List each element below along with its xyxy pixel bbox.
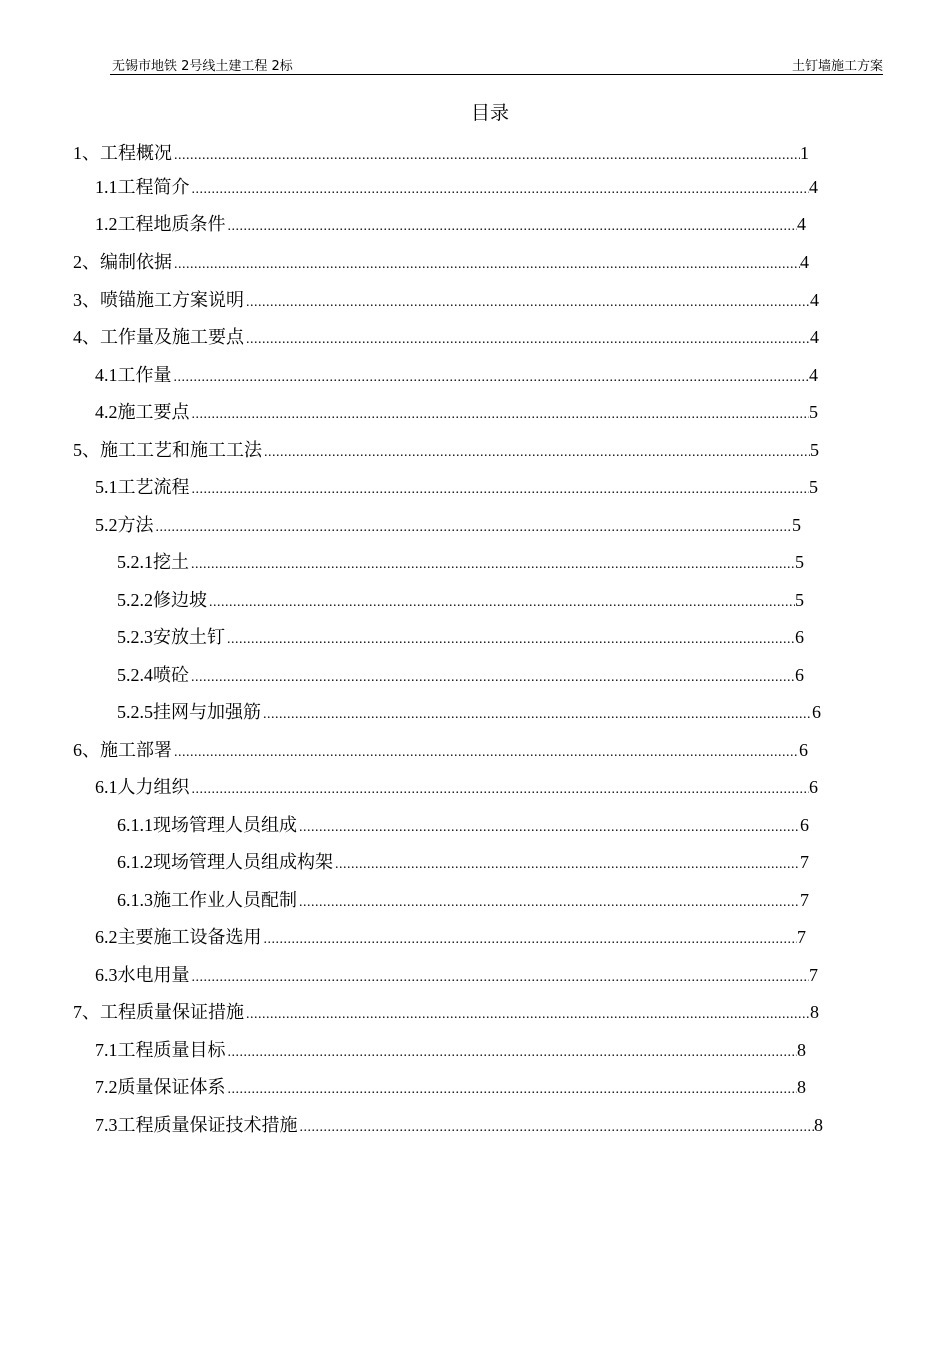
toc-entry[interactable] — [95, 773, 818, 799]
toc-entry-number: 6、 — [73, 740, 100, 760]
toc-entry-number: 6.1 — [95, 777, 118, 797]
toc-entry-number: 4.2 — [95, 402, 118, 422]
toc-dot-leader — [227, 632, 795, 648]
toc-entry-number: 2、 — [73, 252, 100, 272]
toc-dot-leader — [299, 895, 800, 911]
toc-dot-leader — [174, 148, 800, 164]
toc-entry-page-number: 5 — [795, 552, 804, 572]
toc-entry[interactable] — [73, 286, 819, 312]
toc-entry-title: 施工部署 — [100, 740, 172, 761]
toc-entry-title: 工程地质条件 — [117, 214, 226, 235]
toc-dot-leader — [192, 182, 810, 198]
toc-entry-title: 现场管理人员组成 — [153, 815, 297, 836]
toc-entry-title: 工作量 — [117, 365, 172, 386]
toc-dot-leader — [228, 219, 798, 235]
toc-entry[interactable] — [117, 886, 809, 912]
toc-dot-leader — [263, 707, 812, 723]
toc-entry-page-number: 4 — [809, 365, 818, 385]
toc-entry-number: 7.2 — [95, 1077, 118, 1097]
toc-dot-leader — [299, 820, 800, 836]
toc-entry-page-number: 5 — [795, 590, 804, 610]
toc-dot-leader — [156, 520, 793, 536]
toc-entry-number: 5.1 — [95, 477, 118, 497]
toc-entry-number: 5.2.5 — [117, 702, 153, 722]
toc-entry[interactable] — [95, 961, 818, 987]
toc-entry-number: 5.2.1 — [117, 552, 153, 572]
toc-entry[interactable] — [73, 998, 819, 1024]
toc-dot-leader — [191, 670, 795, 686]
toc-entry-number: 1.2 — [95, 214, 118, 234]
toc-entry-page-number: 6 — [800, 815, 809, 835]
toc-dot-leader — [335, 857, 800, 873]
toc-entry-page-number: 8 — [797, 1077, 806, 1097]
toc-entry-number: 4、 — [73, 327, 100, 347]
toc-entry-title: 施工要点 — [117, 402, 190, 423]
toc-entry[interactable] — [95, 361, 818, 387]
toc-entry-page-number: 8 — [797, 1040, 806, 1060]
toc-entry-number: 7.1 — [95, 1040, 118, 1060]
toc-dot-leader — [228, 1082, 798, 1098]
toc-entry-page-number: 6 — [809, 777, 818, 797]
toc-entry-number: 5.2.2 — [117, 590, 153, 610]
toc-entry-number: 1、 — [73, 143, 100, 163]
toc-entry-number: 6.2 — [95, 927, 118, 947]
toc-dot-leader — [192, 970, 810, 986]
header-project-name: 无锡市地铁 2号线土建工程 2标 — [112, 59, 293, 74]
toc-entry-number: 7.3 — [95, 1115, 118, 1135]
toc-entry-number: 5.2.3 — [117, 627, 153, 647]
toc-entry-page-number: 4 — [810, 290, 819, 310]
toc-entry[interactable] — [95, 473, 818, 499]
toc-entry-title: 工作量及施工要点 — [100, 327, 244, 348]
toc-entry-number: 6.3 — [95, 965, 118, 985]
toc-entry[interactable] — [117, 848, 809, 874]
toc-entry-page-number: 7 — [797, 927, 806, 947]
toc-entry-page-number: 6 — [812, 702, 821, 722]
toc-entry[interactable] — [73, 436, 819, 462]
toc-entry-page-number: 4 — [797, 214, 806, 234]
toc-entry-title: 施工作业人员配制 — [153, 890, 297, 911]
toc-entry[interactable] — [95, 210, 806, 236]
toc-entry-number: 7、 — [73, 1002, 100, 1022]
toc-entry-number: 3、 — [73, 290, 100, 310]
toc-entry-title: 安放土钉 — [153, 627, 225, 648]
toc-entry-title: 挂网与加强筋 — [153, 702, 261, 723]
toc-entry[interactable] — [95, 398, 818, 424]
toc-entry-page-number: 8 — [810, 1002, 819, 1022]
page-header — [110, 54, 883, 75]
toc-entry[interactable] — [117, 623, 804, 649]
toc-entry-title: 方法 — [117, 515, 154, 536]
toc-dot-leader — [246, 332, 810, 348]
toc-entry-number: 5.2.4 — [117, 665, 153, 685]
toc-entry-title: 工程质量目标 — [117, 1040, 226, 1061]
toc-entry[interactable] — [73, 323, 819, 349]
toc-entry-page-number: 5 — [792, 515, 801, 535]
toc-entry[interactable] — [117, 548, 804, 574]
toc-entry-title: 工程质量保证措施 — [100, 1002, 244, 1023]
toc-entry[interactable] — [73, 248, 809, 274]
toc-entry-page-number: 7 — [800, 852, 809, 872]
toc-dot-leader — [264, 932, 798, 948]
toc-dot-leader — [191, 557, 795, 573]
toc-entry[interactable] — [117, 586, 804, 612]
toc-entry-title: 人力组织 — [117, 777, 190, 798]
toc-entry-number: 5、 — [73, 440, 100, 460]
toc-entry-number: 5.2 — [95, 515, 118, 535]
toc-entry[interactable] — [73, 139, 809, 165]
toc-entry-page-number: 5 — [809, 477, 818, 497]
toc-entry[interactable] — [95, 173, 818, 199]
toc-dot-leader — [209, 595, 795, 611]
toc-entry[interactable] — [117, 811, 809, 837]
toc-entry-title: 工程概况 — [100, 143, 172, 164]
toc-entry[interactable] — [95, 923, 806, 949]
toc-entry-title: 工艺流程 — [117, 477, 190, 498]
toc-entry-page-number: 6 — [795, 627, 804, 647]
toc-entry-number: 6.1.3 — [117, 890, 153, 910]
toc-dot-leader — [246, 1007, 810, 1023]
toc-entry[interactable] — [95, 1111, 823, 1137]
toc-dot-leader — [174, 370, 810, 386]
toc-entry-title: 水电用量 — [117, 965, 190, 986]
toc-entry-title: 挖土 — [153, 552, 189, 573]
toc-entry[interactable] — [95, 1036, 806, 1062]
toc-entry-title: 质量保证体系 — [117, 1077, 226, 1098]
toc-entry-title: 喷锚施工方案说明 — [100, 290, 244, 311]
toc-entry-page-number: 5 — [809, 402, 818, 422]
toc-entry-number: 6.1.2 — [117, 852, 153, 872]
toc-entry-title: 工程质量保证技术措施 — [117, 1115, 298, 1136]
toc-dot-leader — [192, 407, 810, 423]
toc-entry-title: 编制依据 — [100, 252, 172, 273]
toc-entry-title: 工程简介 — [117, 177, 190, 198]
toc-dot-leader — [192, 482, 810, 498]
toc-entry-page-number: 4 — [810, 327, 819, 347]
toc-entry-page-number: 4 — [809, 177, 818, 197]
toc-entry-page-number: 7 — [800, 890, 809, 910]
toc-entry-title: 施工工艺和施工工法 — [100, 440, 262, 461]
toc-dot-leader — [246, 295, 810, 311]
toc-entry-number: 4.1 — [95, 365, 118, 385]
toc-dot-leader — [300, 1120, 815, 1136]
toc-entry-title: 喷砼 — [153, 665, 189, 686]
toc-dot-leader — [174, 257, 800, 273]
toc-entry[interactable] — [117, 661, 804, 687]
toc-dot-leader — [174, 745, 799, 761]
header-document-title: 土钉墙施工方案 — [791, 59, 883, 74]
toc-dot-leader — [264, 445, 810, 461]
toc-entry-page-number: 4 — [800, 252, 809, 272]
toc-entry-page-number: 7 — [809, 965, 818, 985]
toc-entry-number: 6.1.1 — [117, 815, 153, 835]
toc-title: 目录 — [470, 102, 509, 124]
toc-entry-title: 修边坡 — [153, 590, 207, 611]
toc-entry[interactable] — [95, 1073, 806, 1099]
toc-entry-page-number: 6 — [795, 665, 804, 685]
toc-entry[interactable] — [117, 698, 821, 724]
toc-dot-leader — [228, 1045, 798, 1061]
toc-entry-page-number: 6 — [799, 740, 808, 760]
toc-entry-number: 1.1 — [95, 177, 118, 197]
toc-entry[interactable] — [73, 736, 808, 762]
toc-entry-page-number: 1 — [800, 143, 809, 163]
toc-entry-page-number: 8 — [814, 1115, 823, 1135]
toc-dot-leader — [192, 782, 810, 798]
toc-entry-title: 现场管理人员组成构架 — [153, 852, 333, 873]
toc-entry-page-number: 5 — [810, 440, 819, 460]
toc-entry[interactable] — [95, 511, 801, 537]
toc-entry-title: 主要施工设备选用 — [117, 927, 262, 948]
